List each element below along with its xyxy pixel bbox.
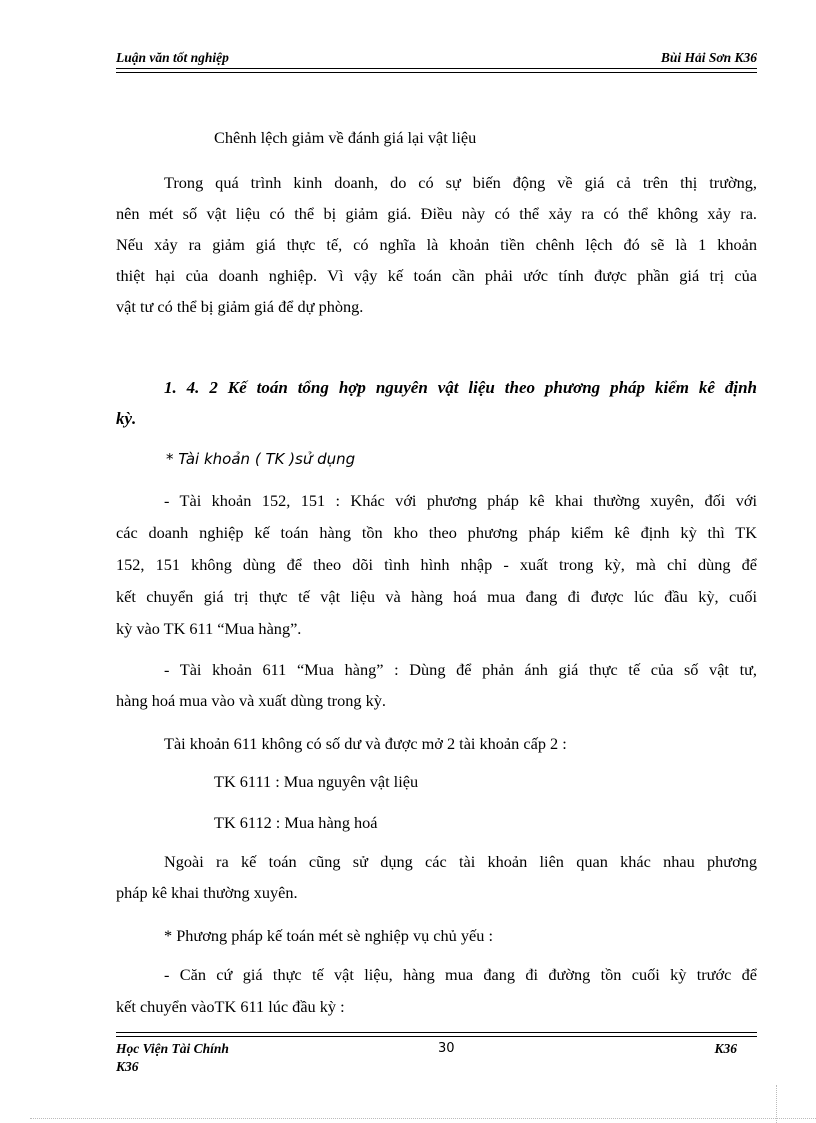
page-boundary-vertical: [776, 1085, 777, 1123]
p1-line-2: nên mét số vật liệu có thể bị giảm giá. Điều này có thể xảy ra có thể không xảy ra.: [116, 204, 757, 223]
page-number: 30: [438, 1041, 455, 1056]
p2-line-4: kết chuyển giá trị thực tế vật liệu và hàng hoá mua đang đi được lúc đầu kỳ, cuối: [116, 587, 757, 606]
p4-line: Tài khoản 611 không có số dư và được mở 2 tài khoản cấp 2 :: [164, 734, 567, 753]
p1-line-4: thiệt hại của doanh nghiệp. Vì vậy kế toán cần phải ước tính được phần giá trị của: [116, 266, 757, 285]
p3-line-2: hàng hoá mua vào và xuất dùng trong kỳ.: [116, 691, 386, 710]
subheading-tai-khoan: * Tài khoản ( TK )sử dụng: [166, 450, 356, 468]
account-6112: TK 6112 : Mua hàng hoá: [214, 813, 378, 832]
p1-line-1: Trong quá trình kinh doanh, do có sự biến động về giá cả trên thị trường,: [164, 173, 757, 192]
footer-rule-thin: [116, 1032, 757, 1033]
header-title: Luận văn tốt nghiệp: [116, 50, 229, 65]
p2-line-5: kỳ vào TK 611 “Mua hàng”.: [116, 619, 302, 638]
section-heading-line-2: kỳ.: [116, 409, 137, 428]
footer-class: K36: [714, 1041, 737, 1056]
p2-line-2: các doanh nghiệp kế toán hàng tồn kho theo phương pháp kiểm kê định kỳ thì TK: [116, 523, 757, 542]
p6-line: * Phương pháp kế toán mét sè nghiệp vụ chủ yếu :: [164, 926, 493, 945]
p1-line-3: Nếu xảy ra giảm giá thực tế, có nghĩa là khoản tiền chênh lệch đó sẽ là 1 khoản: [116, 235, 757, 254]
p5-line-1: Ngoài ra kế toán cũng sử dụng các tài khoản liên quan khác nhau phương: [164, 852, 757, 871]
p7-line-1: - Căn cứ giá thực tế vật liệu, hàng mua đang đi đường tồn cuối kỳ trước để: [164, 965, 757, 984]
footer-institution-class: K36: [116, 1059, 139, 1074]
p7-line-2: kết chuyển vàoTK 611 lúc đầu kỳ :: [116, 997, 345, 1016]
p2-line-3: 152, 151 không dùng để theo dõi tình hình nhập - xuất trong kỳ, mà chỉ dùng để: [116, 555, 757, 574]
footer-rule: [116, 1036, 757, 1037]
section-heading-line-1: 1. 4. 2 Kế toán tổng hợp nguyên vật liệu theo phương pháp kiểm kê định: [164, 378, 757, 397]
account-6111: TK 6111 : Mua nguyên vật liệu: [214, 772, 419, 791]
line-chenh-lech: Chênh lệch giảm về đánh giá lại vật liệu: [214, 128, 477, 147]
p2-line-1: - Tài khoản 152, 151 : Khác với phương pháp kê khai thường xuyên, đối với: [164, 491, 757, 510]
header-rule-thin: [116, 72, 757, 73]
p1-line-5: vật tư có thể bị giảm giá để dự phòng.: [116, 297, 364, 316]
header-rule: [116, 68, 757, 69]
page-header: [116, 48, 757, 68]
header-author: Bùi Hải Sơn K36: [660, 50, 757, 65]
footer-institution: [116, 1040, 229, 1076]
p3-line-1: - Tài khoản 611 “Mua hàng” : Dùng để phản ánh giá thực tế của số vật tư,: [164, 660, 757, 679]
p5-line-2: pháp kê khai thường xuyên.: [116, 883, 298, 902]
page-boundary-horizontal: [30, 1118, 816, 1119]
footer-institution-name: Học Viện Tài Chính: [116, 1041, 229, 1056]
